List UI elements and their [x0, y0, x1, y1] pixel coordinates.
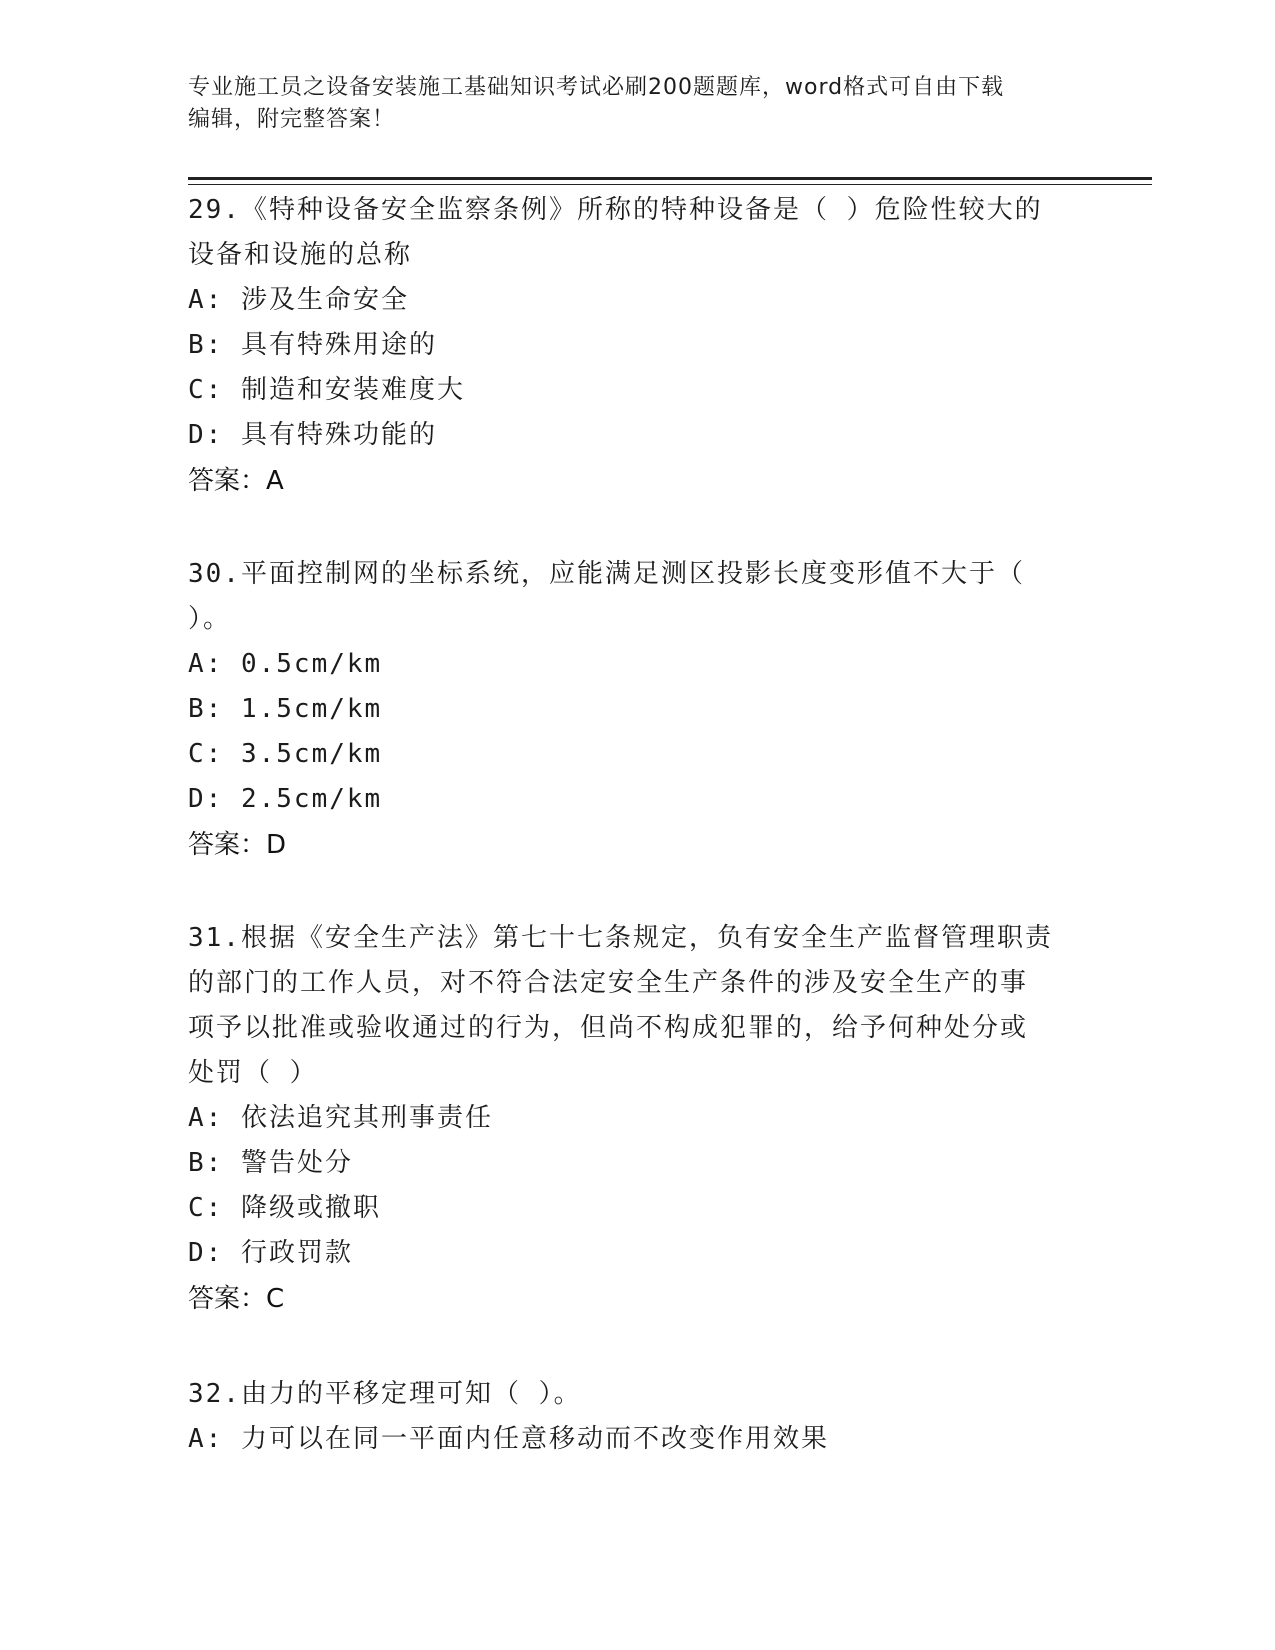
option-d: D: 行政罚款	[188, 1238, 353, 1268]
header-line-2: 编辑，附完整答案！	[188, 107, 396, 132]
option-b: B: 警告处分	[188, 1148, 353, 1178]
question-32	[188, 1372, 1088, 1462]
option-b: B: 1.5cm/km	[188, 694, 383, 724]
question-stem-line: 设备和设施的总称	[188, 240, 413, 270]
header-line-1: 专业施工员之设备安装施工基础知识考试必刷200题题库，word格式可自由下载	[188, 75, 1005, 100]
document-header	[188, 72, 1068, 136]
question-31	[188, 916, 1088, 1322]
question-30	[188, 552, 1088, 868]
option-a: A: 0.5cm/km	[188, 649, 383, 679]
question-29	[188, 188, 1088, 504]
option-a: A: 力可以在同一平面内任意移动而不改变作用效果	[188, 1424, 829, 1454]
answer: 答案：D	[188, 830, 287, 860]
option-c: C: 制造和安装难度大	[188, 375, 465, 405]
option-a: A: 涉及生命安全	[188, 285, 409, 315]
option-b: B: 具有特殊用途的	[188, 330, 437, 360]
option-a: A: 依法追究其刑事责任	[188, 1103, 493, 1133]
header-divider-thick	[188, 177, 1152, 180]
header-divider-thin	[188, 184, 1152, 185]
question-stem-line: 的部门的工作人员，对不符合法定安全生产条件的涉及安全生产的事	[188, 968, 1029, 998]
question-stem-line: 29.《特种设备安全监察条例》所称的特种设备是（ ）危险性较大的	[188, 195, 1043, 225]
question-stem-line: 30.平面控制网的坐标系统，应能满足测区投影长度变形值不大于（	[188, 559, 1025, 589]
question-stem-line: 处罚（ ）	[188, 1058, 318, 1088]
question-stem-line: 项予以批准或验收通过的行为，但尚不构成犯罪的，给予何种处分或	[188, 1013, 1029, 1043]
option-c: C: 3.5cm/km	[188, 739, 383, 769]
question-stem-line: ）。	[188, 604, 232, 634]
question-stem-line: 31.根据《安全生产法》第七十七条规定，负有安全生产监督管理职责	[188, 923, 1053, 953]
option-c: C: 降级或撤职	[188, 1193, 381, 1223]
answer: 答案：C	[188, 1284, 285, 1314]
option-d: D: 2.5cm/km	[188, 784, 383, 814]
answer: 答案：A	[188, 466, 284, 496]
option-d: D: 具有特殊功能的	[188, 420, 437, 450]
question-stem-line: 32.由力的平移定理可知（ ）。	[188, 1379, 582, 1409]
